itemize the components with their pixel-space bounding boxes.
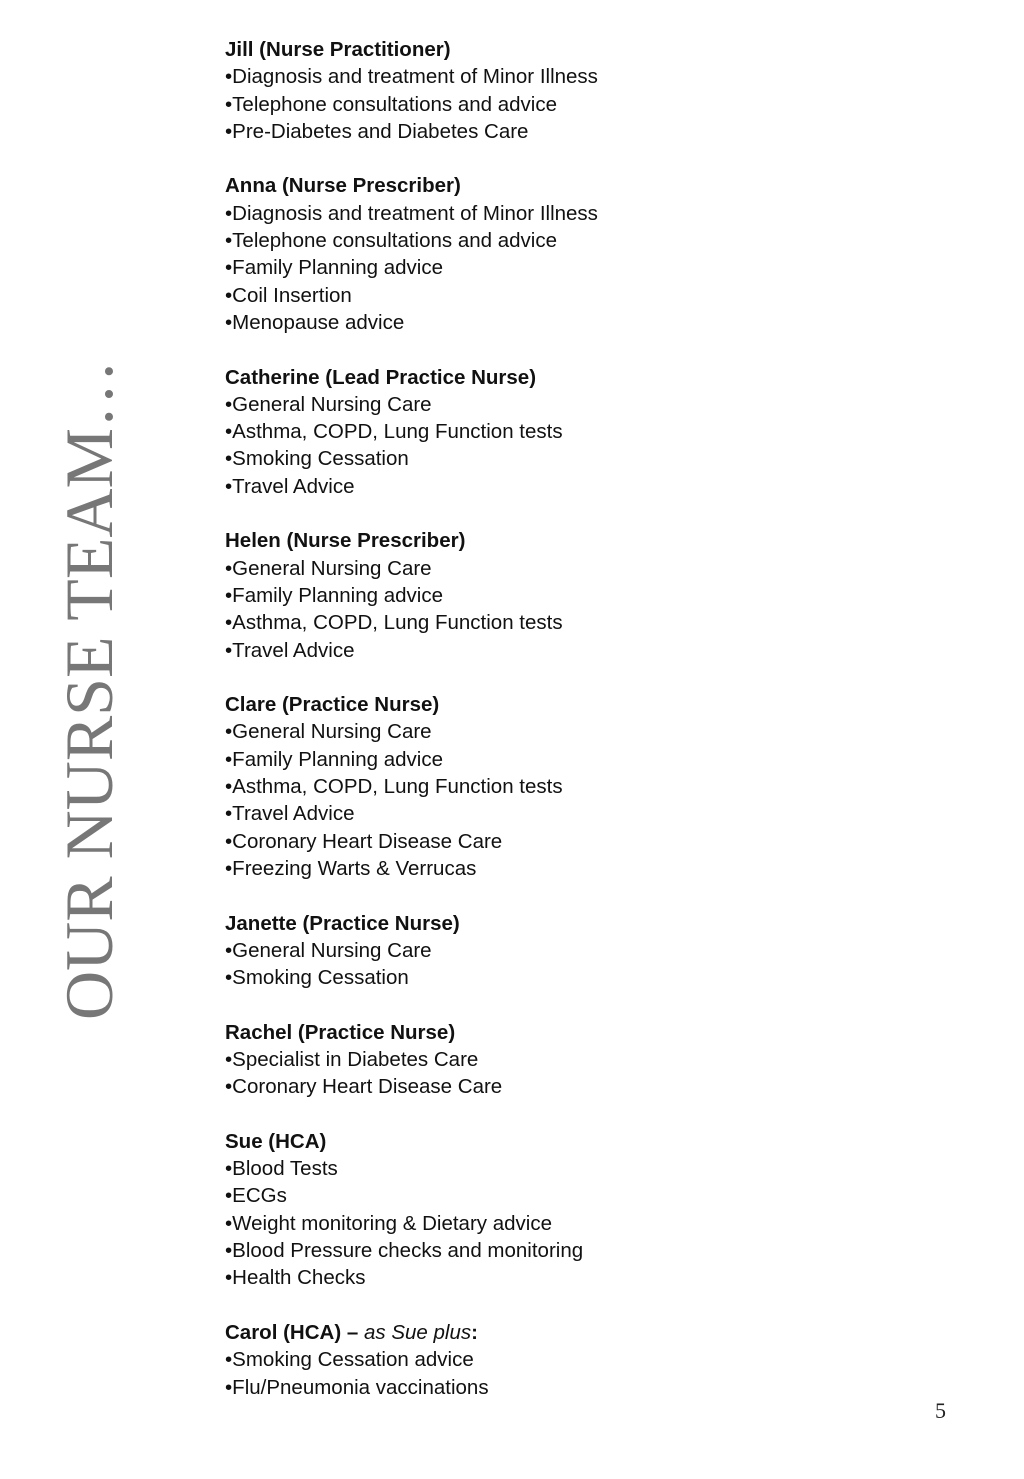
member-name [225,527,925,554]
service-item: •Health Checks [225,1266,366,1290]
service-list [225,718,925,882]
service-item: •Family Planning advice [225,256,443,280]
team-member [225,36,925,145]
service-item: •Asthma, COPD, Lung Function tests [225,420,563,444]
service-item: •Pre-Diabetes and Diabetes Care [225,119,529,143]
team-member [225,364,925,500]
member-name [225,36,925,63]
side-title-text: OUR NURSE TEAM… [51,360,128,1020]
member-name-text: Jill (Nurse Practitioner) [225,38,451,61]
service-item: •Telephone consultations and advice [225,229,557,253]
service-item: •Family Planning advice [225,747,443,771]
service-list [225,63,925,145]
service-item: •Menopause advice [225,310,405,334]
service-list [225,1046,925,1101]
service-item: •Coronary Heart Disease Care [225,829,503,853]
service-list [225,1155,925,1291]
team-member [225,172,925,336]
member-name-note: as Sue plus [363,1320,472,1344]
member-name [225,910,925,937]
service-item: •General Nursing Care [225,392,432,416]
service-item: •Smoking Cessation advice [225,1348,474,1372]
team-member [225,1319,925,1401]
service-item: •Travel Advice [225,474,355,498]
nurse-team-list [225,36,925,1428]
member-name [225,1128,925,1155]
member-name [225,172,925,199]
service-item: •Flu/Pneumonia vaccinations [225,1375,489,1399]
service-item: •Coronary Heart Disease Care [225,1075,503,1099]
service-list [225,937,925,992]
member-name-text: Carol (HCA) – [225,1320,364,1344]
member-name-text: Anna (Nurse Prescriber) [225,174,461,198]
service-item: •General Nursing Care [225,720,432,744]
team-member [225,1128,925,1292]
service-item: •Asthma, COPD, Lung Function tests [225,611,563,635]
team-member [225,1019,925,1101]
service-item: •Smoking Cessation [225,966,409,990]
service-item: •Travel Advice [225,802,355,826]
service-item: •Blood Tests [225,1157,338,1181]
member-name-text: Clare (Practice Nurse) [225,693,440,717]
service-item: •Coil Insertion [225,283,352,307]
member-name [225,1019,925,1046]
member-name [225,364,925,391]
member-name-text: Sue (HCA) [225,1129,327,1153]
service-item: •Diagnosis and treatment of Minor Illness [225,65,598,89]
service-item: •General Nursing Care [225,556,432,580]
service-item: •ECGs [225,1184,287,1208]
service-item: •Diagnosis and treatment of Minor Illness [225,201,598,225]
service-item: •Travel Advice [225,638,355,662]
service-list [225,200,925,336]
member-name [225,1319,925,1346]
service-item: •General Nursing Care [225,938,432,962]
member-name-text: Janette (Practice Nurse) [225,911,460,935]
service-item: •Asthma, COPD, Lung Function tests [225,775,563,799]
side-title [51,360,128,1020]
member-name-text: Helen (Nurse Prescriber) [225,529,466,553]
service-item: •Blood Pressure checks and monitoring [225,1239,584,1263]
member-name-colon: : [471,1320,478,1344]
service-item: •Smoking Cessation [225,447,409,471]
service-list [225,1346,925,1401]
service-item: •Specialist in Diabetes Care [225,1047,479,1071]
team-member [225,910,925,992]
service-item: •Weight monitoring & Dietary advice [225,1211,552,1235]
team-member [225,527,925,663]
team-member [225,691,925,882]
service-item: •Freezing Warts & Verrucas [225,856,477,880]
member-name [225,691,925,718]
service-list [225,391,925,500]
member-name-text: Catherine (Lead Practice Nurse) [225,365,537,389]
service-item: •Telephone consultations and advice [225,92,557,116]
member-name-text: Rachel (Practice Nurse) [225,1020,456,1044]
page-number: 5 [935,1398,946,1423]
service-list [225,555,925,664]
service-item: •Family Planning advice [225,583,443,607]
